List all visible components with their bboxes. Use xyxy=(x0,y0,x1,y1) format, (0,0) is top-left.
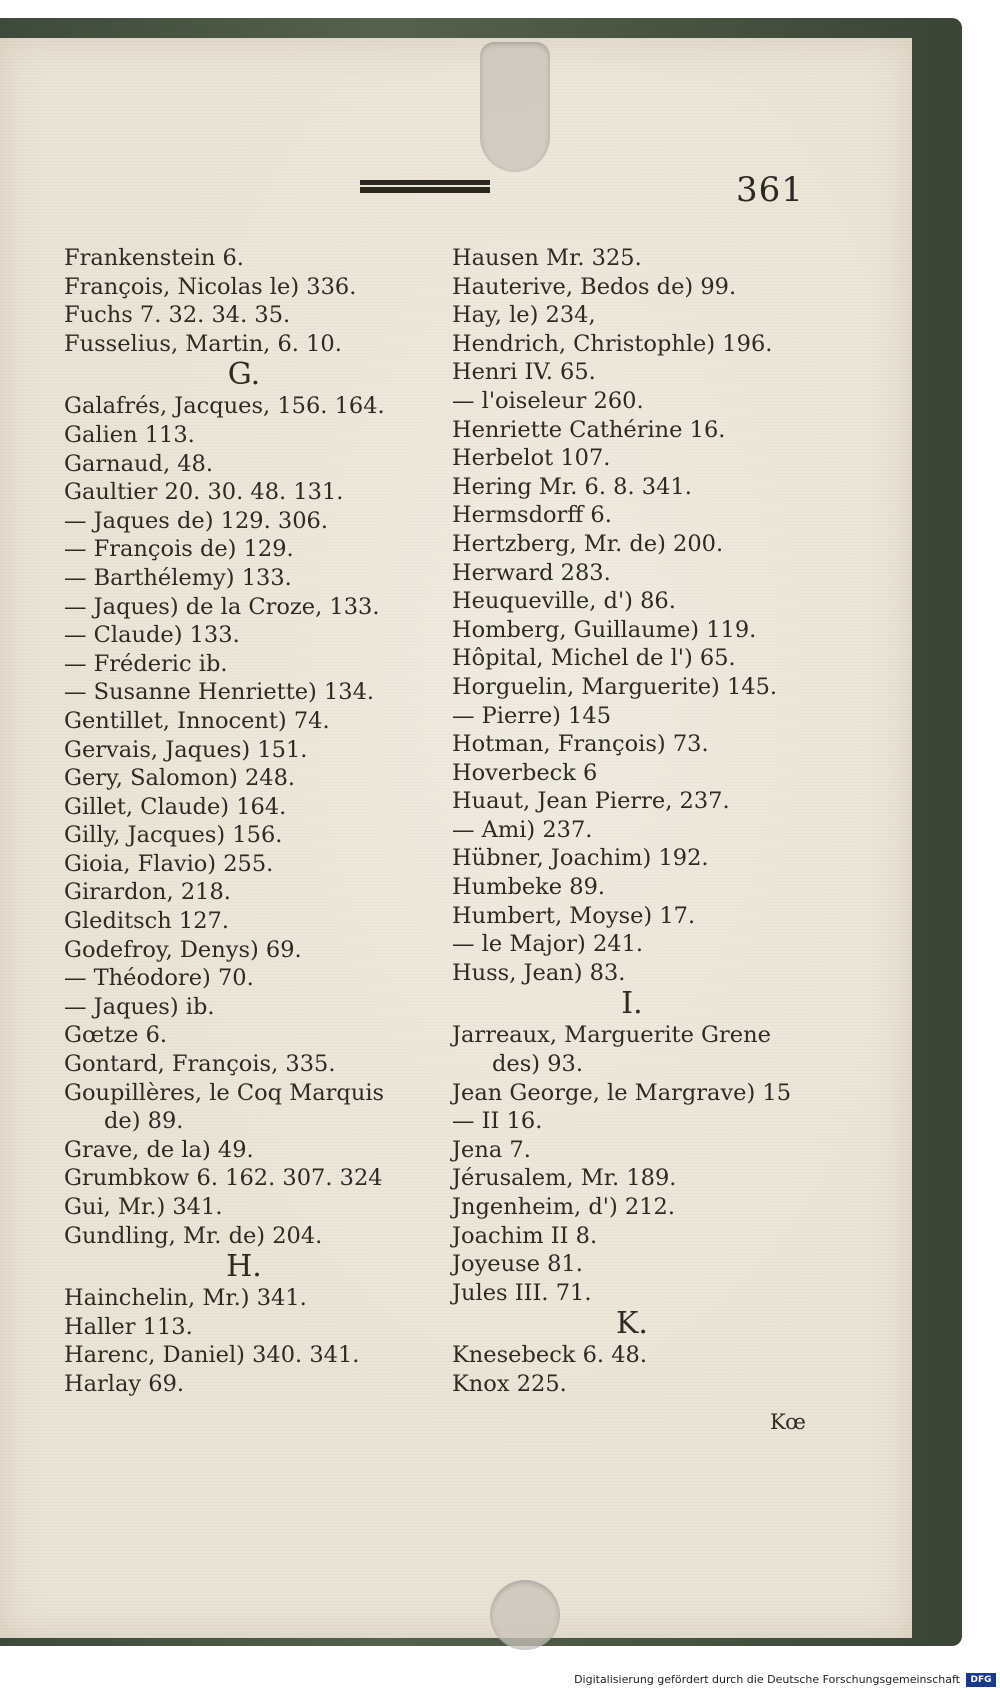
index-subentry: — Pierre) 145 xyxy=(452,702,612,729)
index-entry: Harlay 69. xyxy=(64,1370,185,1397)
index-subentry: — l'oiseleur 260. xyxy=(452,387,644,414)
index-entry: Gentillet, Innocent) 74. xyxy=(64,707,330,734)
index-entry: Huss, Jean) 83. xyxy=(452,959,626,986)
index-entry: Hausen Mr. 325. xyxy=(452,245,642,271)
index-entry: Jarreaux, Marguerite Grene xyxy=(452,1022,771,1049)
index-entry: de) 89. xyxy=(104,1108,184,1135)
header-rule xyxy=(360,180,490,193)
index-entry: Haller 113. xyxy=(64,1313,193,1340)
index-subentry: — François de) 129. xyxy=(64,536,294,563)
index-entry: Grave, de la) 49. xyxy=(64,1136,254,1163)
index-entry: Henriette Cathérine 16. xyxy=(452,416,726,443)
index-entry: Gontard, François, 335. xyxy=(64,1051,336,1078)
index-entry: Hübner, Joachim) 192. xyxy=(452,845,709,872)
index-entry: Gervais, Jaques) 151. xyxy=(64,736,308,763)
index-entry: Hay, le) 234, xyxy=(452,302,596,329)
index-entry: Gui, Mr.) 341. xyxy=(64,1194,223,1220)
index-entry: Huaut, Jean Pierre, 237. xyxy=(452,788,730,815)
index-entry: Humbeke 89. xyxy=(452,874,606,901)
index-entry: Humbert, Moyse) 17. xyxy=(452,902,696,929)
index-entry: Hoverbeck 6 xyxy=(452,759,598,786)
index-entry: Hering Mr. 6. 8. 341. xyxy=(452,473,692,500)
index-subentry: — Ami) 237. xyxy=(452,816,593,843)
index-subentry: — Claude) 133. xyxy=(64,622,240,649)
index-subentry: — Jaques de) 129. 306. xyxy=(64,507,328,534)
index-entry: Joyeuse 81. xyxy=(452,1251,583,1278)
index-entry: Gery, Salomon) 248. xyxy=(64,765,296,792)
index-entry: Heuqueville, d') 86. xyxy=(452,588,676,615)
index-entry: Jérusalem, Mr. 189. xyxy=(452,1165,677,1192)
index-subentry: — Jaques) de la Croze, 133. xyxy=(64,593,380,620)
index-column-left xyxy=(64,244,444,1399)
index-subentry: — Jaques) ib. xyxy=(64,993,215,1020)
index-entry: Garnaud, 48. xyxy=(64,450,214,477)
index-entry: Gioia, Flavio) 255. xyxy=(64,850,274,877)
index-entry: Horguelin, Marguerite) 145. xyxy=(452,673,778,700)
section-letter: G. xyxy=(227,357,261,393)
index-subentry: — II 16. xyxy=(452,1108,543,1135)
index-entry: Harenc, Daniel) 340. 341. xyxy=(64,1342,360,1369)
page-clamp-bottom xyxy=(490,1580,560,1650)
index-entry: Joachim II 8. xyxy=(452,1222,598,1249)
index-entry: Jngenheim, d') 212. xyxy=(452,1194,675,1220)
index-entry: Jules III. 71. xyxy=(452,1279,592,1306)
page-number: 361 xyxy=(736,170,804,210)
index-entry: Knox 225. xyxy=(452,1370,567,1397)
index-entry: Knesebeck 6. 48. xyxy=(452,1342,647,1369)
index-entry: Godefroy, Denys) 69. xyxy=(64,936,302,963)
index-entry: Gœtze 6. xyxy=(64,1022,168,1049)
index-entry: Gillet, Claude) 164. xyxy=(64,793,287,820)
index-entry: Hertzberg, Mr. de) 200. xyxy=(452,530,724,557)
index-column-right xyxy=(452,244,832,1399)
index-entry: Gundling, Mr. de) 204. xyxy=(64,1222,323,1249)
index-entry: Gilly, Jacques) 156. xyxy=(64,822,283,849)
catchword: Kœ xyxy=(770,1410,806,1434)
index-entry: Jena 7. xyxy=(452,1136,531,1163)
index-entry: Jean George, le Margrave) 15 xyxy=(452,1079,792,1106)
section-letter: I. xyxy=(621,986,643,1022)
index-entry: des) 93. xyxy=(492,1051,583,1078)
index-entry: Herbelot 107. xyxy=(452,445,611,472)
index-subentry: — Susanne Henriette) 134. xyxy=(64,679,375,706)
index-entry: Fuchs 7. 32. 34. 35. xyxy=(64,302,291,329)
index-entry: Girardon, 218. xyxy=(64,879,231,906)
index-entry: Hendrich, Christophle) 196. xyxy=(452,330,773,357)
section-letter: K. xyxy=(616,1306,648,1342)
index-entry: Hotman, François) 73. xyxy=(452,731,709,758)
index-entry: Hauterive, Bedos de) 99. xyxy=(452,273,737,300)
index-entry: Frankenstein 6. xyxy=(64,245,244,271)
index-entry: Goupillères, le Coq Marquis xyxy=(64,1079,385,1106)
index-subentry: — Fréderic ib. xyxy=(64,650,228,677)
index-entry: Galien 113. xyxy=(64,421,195,448)
index-entry: Homberg, Guillaume) 119. xyxy=(452,616,757,643)
index-entry: Hermsdorff 6. xyxy=(452,502,612,529)
index-subentry: — le Major) 241. xyxy=(452,931,644,958)
index-entry: Fusselius, Martin, 6. 10. xyxy=(64,330,342,357)
index-entry: François, Nicolas le) 336. xyxy=(64,273,357,300)
index-entry: Grumbkow 6. 162. 307. 324 xyxy=(64,1165,383,1192)
index-subentry: — Barthélemy) 133. xyxy=(64,564,292,591)
index-subentry: — Théodore) 70. xyxy=(64,965,254,992)
index-entry: Hôpital, Michel de l') 65. xyxy=(452,645,736,672)
index-entry: Gleditsch 127. xyxy=(64,908,230,935)
section-letter: H. xyxy=(226,1249,262,1285)
index-entry: Galafrés, Jacques, 156. 164. xyxy=(64,393,385,420)
index-entry: Henri IV. 65. xyxy=(452,359,596,386)
footer-credit: Digitalisierung gefördert durch die Deutsche Forschungsgemeinschaft xyxy=(574,1673,960,1686)
index-entry: Hainchelin, Mr.) 341. xyxy=(64,1285,307,1312)
index-entry: Herward 283. xyxy=(452,559,611,586)
dfg-logo: DFG xyxy=(966,1673,996,1687)
index-entry: Gaultier 20. 30. 48. 131. xyxy=(64,479,344,506)
page-clamp-top xyxy=(480,42,550,172)
